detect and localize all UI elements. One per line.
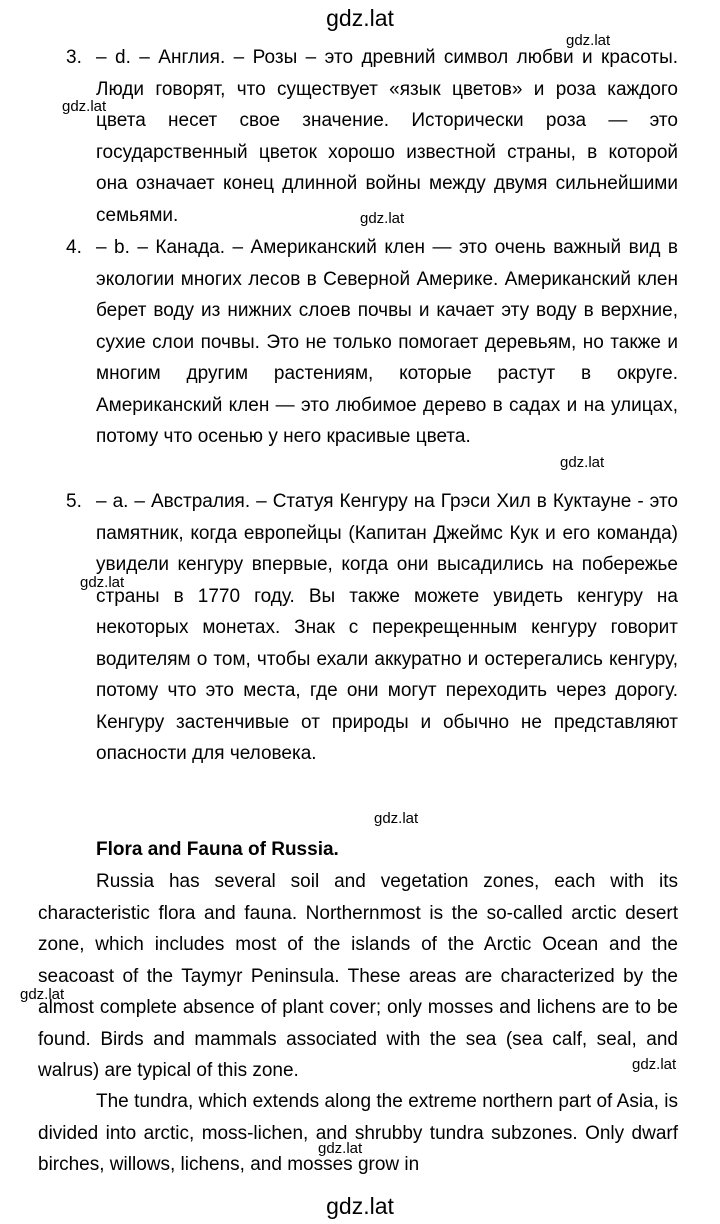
- answer-number: 4.: [66, 237, 82, 258]
- section-title: Flora and Fauna of Russia.: [96, 839, 339, 860]
- watermark: gdz.lat: [20, 986, 65, 1003]
- watermark-top: gdz.lat: [326, 5, 394, 31]
- watermark-bottom: gdz.lat: [326, 1193, 394, 1219]
- watermark: gdz.lat: [374, 810, 419, 827]
- section-paragraph: The tundra, which extends along the extreme northern part of Asia, is divided into arctic, moss-lichen, and shrubby tundra subzones. Only dwarf birches, willows, lichens, and mosses grow in: [38, 1091, 678, 1175]
- watermark: gdz.lat: [318, 1140, 363, 1157]
- answer-number: 5.: [66, 491, 82, 512]
- watermark: gdz.lat: [632, 1056, 677, 1073]
- section-paragraph: Russia has several soil and vegetation zones, each with its characteristic flora and fauna. Northernmost is the so-called arctic desert zone, which includes most of the islands of the Arctic Ocean and the seacoast of the Taymyr Peninsula. These areas are characterized by the almost complete absence of plant cover; only mosses and lichens are to be found. Birds and mammals associated with the sea (sea calf, seal, and walrus) are typical of this zone.: [38, 871, 678, 1081]
- watermark: gdz.lat: [560, 454, 605, 471]
- watermark: gdz.lat: [80, 574, 125, 591]
- watermark: gdz.lat: [566, 32, 611, 49]
- watermark: gdz.lat: [360, 210, 405, 227]
- answer-text: – b. – Канада. – Американский клен — это очень важный вид в экологии многих лесов в Северной Америке. Американский клен берет воду из нижних слоев почвы и качает эту воду в верхние, сухие слои почвы. Это не только помогает деревьям, но также и многим другим растениям, которые растут в округе. Американский клен — это любимое дерево в садах и на улицах, потому что осенью у него красивые цвета.: [96, 237, 678, 447]
- answer-number: 3.: [66, 47, 82, 68]
- answer-text: – a. – Австралия. – Статуя Кенгуру на Грэси Хил в Куктауне - это памятник, когда европейцы (Капитан Джеймс Кук и его команда) увидели кенгуру впервые, когда они высадились на побережье страны в 1770 году. Вы также можете увидеть кенгуру на некоторых монетах. Знак с перекрещенным кенгуру говорит водителям о том, чтобы ехали аккуратно и остерегались кенгуру, потому что это места, где они могут переходить через дорогу. Кенгуру застенчивые от природы и обычно не представляют опасности для человека.: [96, 491, 678, 764]
- watermark: gdz.lat: [62, 98, 107, 115]
- answer-text: – d. – Англия. – Розы – это древний символ любви и красоты. Люди говорят, что существует «язык цветов» и роза каждого цвета несет свое значение. Исторически роза — это государственный цветок хорошо известной страны, в которой она означает конец длинной войны между двумя сильнейшими семьями.: [96, 47, 678, 226]
